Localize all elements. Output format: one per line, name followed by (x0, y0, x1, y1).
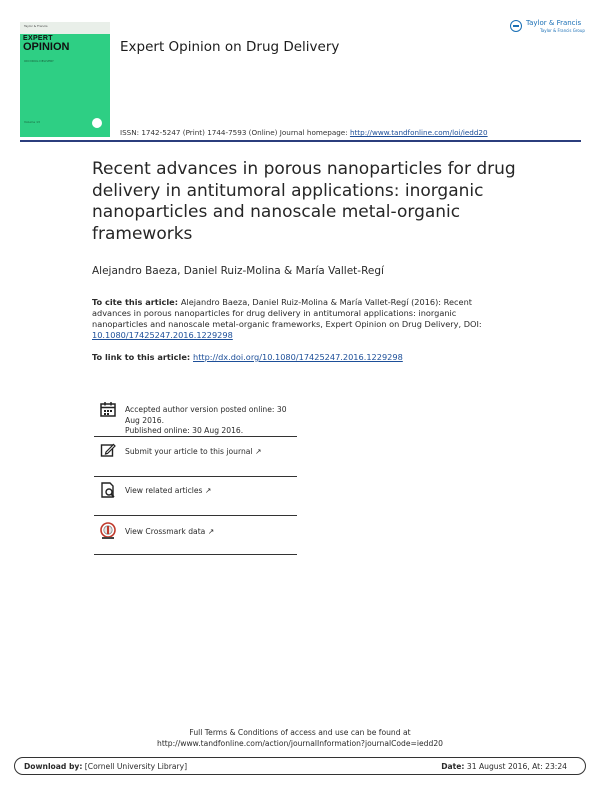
download-date-value: 31 August 2016, At: 23:24 (464, 762, 567, 771)
publisher-logo-tagline: Taylor & Francis Group (540, 28, 585, 33)
citation-label: To cite this article: (92, 297, 181, 307)
related-articles-link[interactable] (125, 486, 297, 497)
citation-block (92, 297, 512, 341)
issn-line (120, 128, 488, 137)
cover-footer: Volume 13 (24, 120, 40, 124)
downloaded-by (24, 762, 187, 771)
related-articles-row[interactable] (94, 477, 297, 516)
publisher-logo-name: Taylor & Francis (526, 19, 582, 27)
external-link-icon: ↗ (254, 447, 262, 456)
publication-dates (125, 405, 297, 437)
cover-subtitle: ON DRUG DELIVERY (24, 59, 54, 63)
published-date: Published online: 30 Aug 2016. (125, 426, 244, 435)
submit-article-row[interactable] (94, 438, 297, 477)
journal-name: Expert Opinion on Drug Delivery (120, 39, 340, 55)
publisher-logo[interactable] (510, 19, 584, 39)
cover-title (23, 34, 103, 52)
cover-badge-icon (92, 118, 102, 128)
issn-text: ISSN: 1742-5247 (Print) 1744-7593 (Online) Journal homepage: (120, 128, 350, 137)
crossmark-icon (100, 522, 116, 538)
submit-article-label: Submit your article to this journal (125, 447, 253, 456)
article-authors: Alejandro Baeza, Daniel Ruiz-Molina & María Vallet-Regí (92, 265, 384, 277)
article-title: Recent advances in porous nanoparticles for drug delivery in antitumoral applications: inorganic nanoparticles and nanoscale metal-organic frameworks (92, 159, 516, 244)
external-link-icon: ↗ (207, 527, 215, 536)
citation-text: Alejandro Baeza, Daniel Ruiz-Molina & María Vallet-Regí (2016): Recent advances in porous nanoparticles for drug delivery in antitumoral applications: inorganic nanoparticles and nanoscale metal-organic frameworks, Expert Opinion on Drug Delivery, DOI: (92, 297, 482, 329)
terms-url[interactable]: http://www.tandfonline.com/action/journalInformation?journalCode=iedd20 (157, 739, 443, 748)
cover-publisher-text: Taylor & Francis (24, 24, 48, 28)
journal-homepage-link[interactable]: http://www.tandfonline.com/loi/iedd20 (349, 128, 488, 137)
info-divider (94, 554, 297, 555)
cover-title-line2: OPINION (23, 41, 70, 53)
related-articles-icon (100, 482, 116, 498)
publisher-logo-icon (510, 20, 522, 32)
citation-doi-link[interactable]: 10.1080/17425247.2016.1229298 (92, 330, 233, 340)
journal-cover-image[interactable] (20, 22, 110, 137)
terms-line: Full Terms & Conditions of access and use can be found at (189, 728, 411, 737)
calendar-icon (100, 401, 116, 417)
downloaded-by-label: Download by: (24, 762, 83, 771)
submit-article-link[interactable] (125, 447, 297, 458)
terms-note (0, 727, 600, 749)
publication-dates-row (94, 398, 297, 438)
download-date (441, 762, 567, 771)
cover-title-line1: EXPERT (23, 35, 53, 42)
article-doi-link[interactable]: http://dx.doi.org/10.1080/17425247.2016.1229298 (193, 352, 403, 362)
accepted-date: Accepted author version posted online: 30 Aug 2016. (125, 405, 287, 425)
pencil-edit-icon (100, 442, 116, 458)
crossmark-link[interactable] (125, 527, 297, 538)
crossmark-label: View Crossmark data (125, 527, 206, 536)
article-link-label: To link to this article: (92, 352, 193, 362)
download-info-bar (14, 757, 586, 775)
crossmark-row[interactable] (94, 516, 297, 556)
header-divider (20, 140, 581, 142)
download-date-label: Date: (441, 762, 465, 771)
info-divider (94, 436, 297, 437)
external-link-icon: ↗ (204, 486, 212, 495)
downloaded-by-value: [Cornell University Library] (82, 762, 188, 771)
article-link-line (92, 352, 403, 362)
related-articles-label: View related articles (125, 486, 203, 495)
